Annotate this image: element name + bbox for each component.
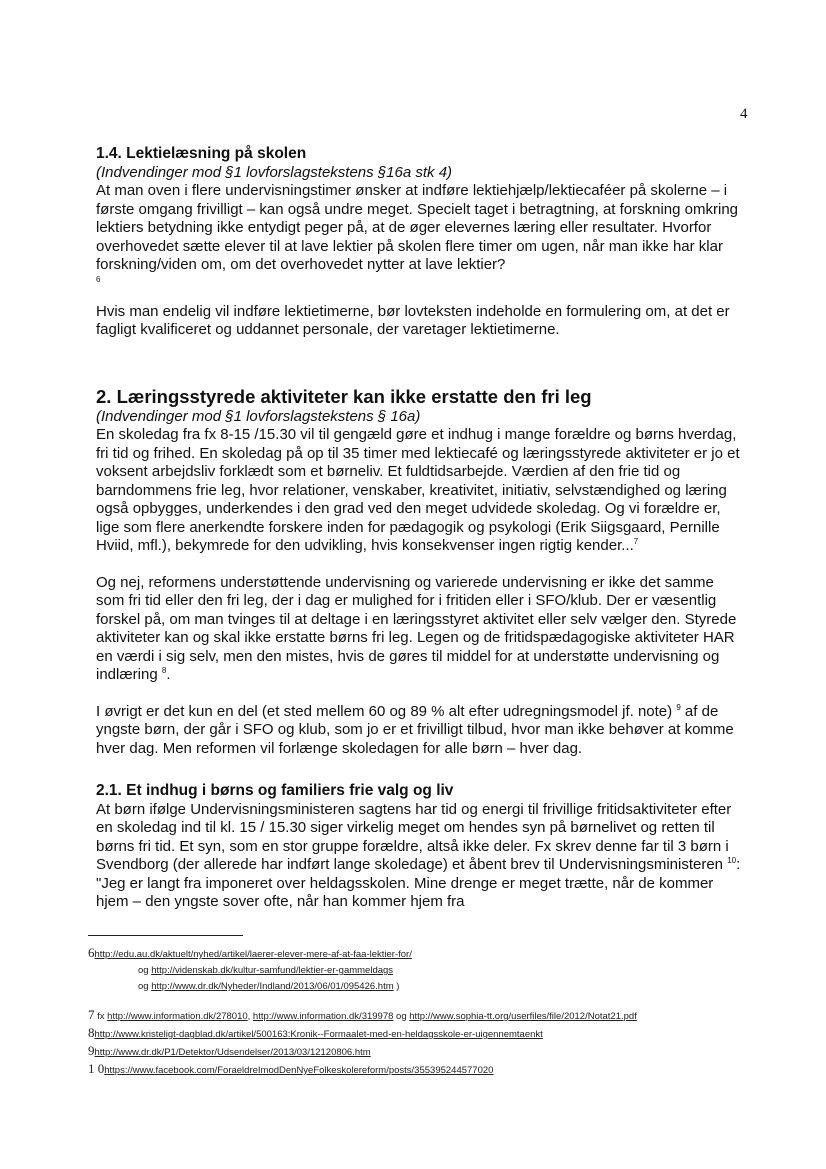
paragraph-text: I øvrigt er det kun en del (et sted mellem 60 og 89 % alt efter udregningsmodel jf. note) xyxy=(96,702,673,720)
footnote-link[interactable]: http://videnskab.dk/kultur-samfund/lektier-er-gammeldags xyxy=(151,965,394,976)
footnote-number: 1 0 xyxy=(88,1061,105,1076)
paragraph-text: Og nej, reformens understøttende undervisning og varierede undervisning er ikke det samme som fri tid eller den fri leg, der i dag er mulighed for i fritiden eller i SFO/klub. Der er væsentlig forskel på, om man tvinges til at deltage i en læringsstyret aktivitet eller selv vælger den. Styrede aktiviteter kan og skal ikke erstatte børns fri leg. Legen og de fritidspædagogiske aktiviteter HAR en værdi i sig selv, men den mistes, hvis de gøres til middel for at understøtte undervisning og indlæring xyxy=(96,573,737,683)
section-1-4-subtitle xyxy=(96,164,746,183)
footnote-link[interactable]: http://www.sophia-tt.org/userfiles/file/2012/Notat21.pdf xyxy=(409,1011,637,1022)
section-1-4-subtitle-text: (Indvendinger mod §1 lovforslagstekstens §16a stk 4) xyxy=(96,163,453,181)
footnote-6 xyxy=(88,945,738,963)
section-1-4-paragraph-1 xyxy=(96,182,746,275)
footnote-link[interactable]: http://www.information.dk/319978 xyxy=(252,1011,394,1022)
section-2-1-heading: 2.1. Et indhug i børns og familiers frie valg og liv xyxy=(96,782,454,799)
footnote-ref-7: 7 xyxy=(633,537,639,546)
footnote-number: 7 xyxy=(88,1007,95,1022)
footnote-number: 8 xyxy=(88,1025,95,1040)
section-2-1-paragraph-1 xyxy=(96,801,746,912)
footnote-number: 6 xyxy=(88,945,95,960)
footnote-link[interactable]: http://www.kristeligt-dagblad.dk/artikel/500163:Kronik--Formaalet-med-en-heldagsskole-er-uigennemtaenkt xyxy=(94,1029,543,1040)
footnote-8 xyxy=(88,1025,738,1043)
footnote-ref-8: 8 xyxy=(161,666,167,675)
footnote-text: og xyxy=(138,965,152,976)
footnote-7 xyxy=(88,1007,738,1025)
section-2-paragraph-1 xyxy=(96,426,746,556)
footnote-link[interactable]: http://www.information.dk/278010 xyxy=(107,1011,248,1022)
section-1-4-heading: 1.4. Lektielæsning på skolen xyxy=(96,145,307,162)
footnote-separator xyxy=(88,935,243,936)
footnote-10 xyxy=(88,1061,738,1079)
section-2-paragraph-2: Og nej, reformens understøttende undervisning og varierede undervisning er ikke det samme som fri tid eller den fri leg, der i dag er mulighed for i fritiden eller i SFO/klub. Der er væsentlig forskel på, om man tvinges til at deltage i en læringsstyret aktivitet eller selv vælger den. Styrede aktiviteter kan og skal ikke erstatte børns fri leg. Legen og de fritidspædagogiske aktiviteter HAR en værdi i sig selv, men den mistes, hvis de gøres til middel for at understøtte undervisning og indlæring $^8$. xyxy=(96,573,737,683)
footnote-6-line-2 xyxy=(88,963,738,979)
footnote-9 xyxy=(88,1043,738,1061)
footnote-text: og xyxy=(393,1011,410,1022)
footnote-text: fx xyxy=(94,1011,108,1022)
section-2-subtitle: (Indvendinger mod §1 lovforslagstekstens § 16a) xyxy=(96,407,421,425)
section-2-heading: 2. Læringsstyrede aktiviteter kan ikke erstatte den fri leg xyxy=(96,385,592,407)
footnote-link[interactable]: https://www.facebook.com/ForaeldreImodDenNyeFolkeskolereform/posts/355395244577020 xyxy=(104,1065,494,1076)
footnote-ref-10: 10 xyxy=(727,856,737,865)
footnote-ref-6: 6 xyxy=(96,274,101,284)
paragraph-text: af de yngste børn, der går i SFO og klub, som jo er et frivilligt tilbud, hvor man ikke behøver at komme hver dag. Men reformen vil forlænge skoledagen for alle børn – hver dag. xyxy=(96,702,734,757)
footnote-text: og xyxy=(138,981,152,992)
footnotes xyxy=(88,945,738,1079)
footnote-text: , xyxy=(247,1011,253,1022)
footnote-6-line-3 xyxy=(88,979,738,995)
footnote-ref-9: 9 xyxy=(676,702,681,712)
footnote-number: 9 xyxy=(88,1043,95,1058)
section-2-paragraph-3 xyxy=(96,703,746,759)
section-1-4-paragraph-2: Hvis man endelig vil indføre lektietimerne, bør lovteksten indeholde en formulering om, at det er fagligt kvalificeret og uddannet personale, der varetager lektietimerne. xyxy=(96,302,730,338)
footnote-link[interactable]: http://www.dr.dk/Nyheder/Indland/2013/06/01/095426.htm xyxy=(151,981,394,992)
paragraph-text: : "Jeg er langt fra imponeret over heldagsskolen. Mine drenge er meget trætte, når de kommer hjem – den yngste sover ofte, når han kommer hjem fra xyxy=(96,856,741,910)
footnote-text: ) xyxy=(393,981,400,992)
footnote-link[interactable]: http://edu.au.dk/aktuelt/nyhed/artikel/laerer-elever-mere-af-at-faa-lektier-for/ xyxy=(94,949,412,960)
paragraph-text: En skoledag fra fx 8-15 /15.30 vil til gengæld gøre et indhug i mange forældre og børns hverdag, fri tid og frihed. En skoledag på op til 35 timer med lektiecafé og læringsstyrede aktiviteter er jo et voksent arbejdsliv forklædt som et børneliv. Et fuldtidsarbejde. Værdien af den frie tid og barndommens frie leg, hvor relationer, venskaber, kreativitet, initiativ, selvstændighed og læring også opbygges, underkendes i den grad ved den meget udvidede skoledag. Og vi forældre er, lige som flere anerkendte forskere inden for pædagogik og psykologi (Erik Siigsgaard, Pernille Hviid, mfl.), bekymrede for den udvikling, hvis konsekvenser ingen rigtig kender... xyxy=(96,426,740,554)
paragraph-text: At man oven i flere undervisningstimer ønsker at indføre lektiehjælp/lektiecaféer på skolerne – i første omgang frivilligt – kan også undre meget. Specielt taget i betragtning, at forskning omkring lektiers betydning ikke entydigt peger på, at de øger elevernes læring eller resultater. Hvorfor overhovedet sætte elever til at lave lektier på skolen flere timer om ugen, når man ikke har klar forskning/viden om, om det overhovedet nytter at lave lektier? xyxy=(96,182,739,273)
page-number: 4 xyxy=(740,106,748,122)
paragraph-text: At børn ifølge Undervisningsministeren sagtens har tid og energi til frivillige fritidsaktiviteter efter en skoledag ind til kl. 15 / 15.30 siger virkelig meget om hendes syn på børnelivet og retten til børns fri tid. Et syn, som en stor gruppe forældre, altså ikke deler. Fx skrev denne far til 3 børn i Svendborg (der allerede har indført lange skoledage) et åbent brev til Undervisningsministeren xyxy=(96,800,732,873)
footnote-link[interactable]: http://www.dr.dk/P1/Detektor/Udsendelser/2013/03/12120806.htm xyxy=(94,1047,371,1058)
document-body xyxy=(96,145,746,912)
